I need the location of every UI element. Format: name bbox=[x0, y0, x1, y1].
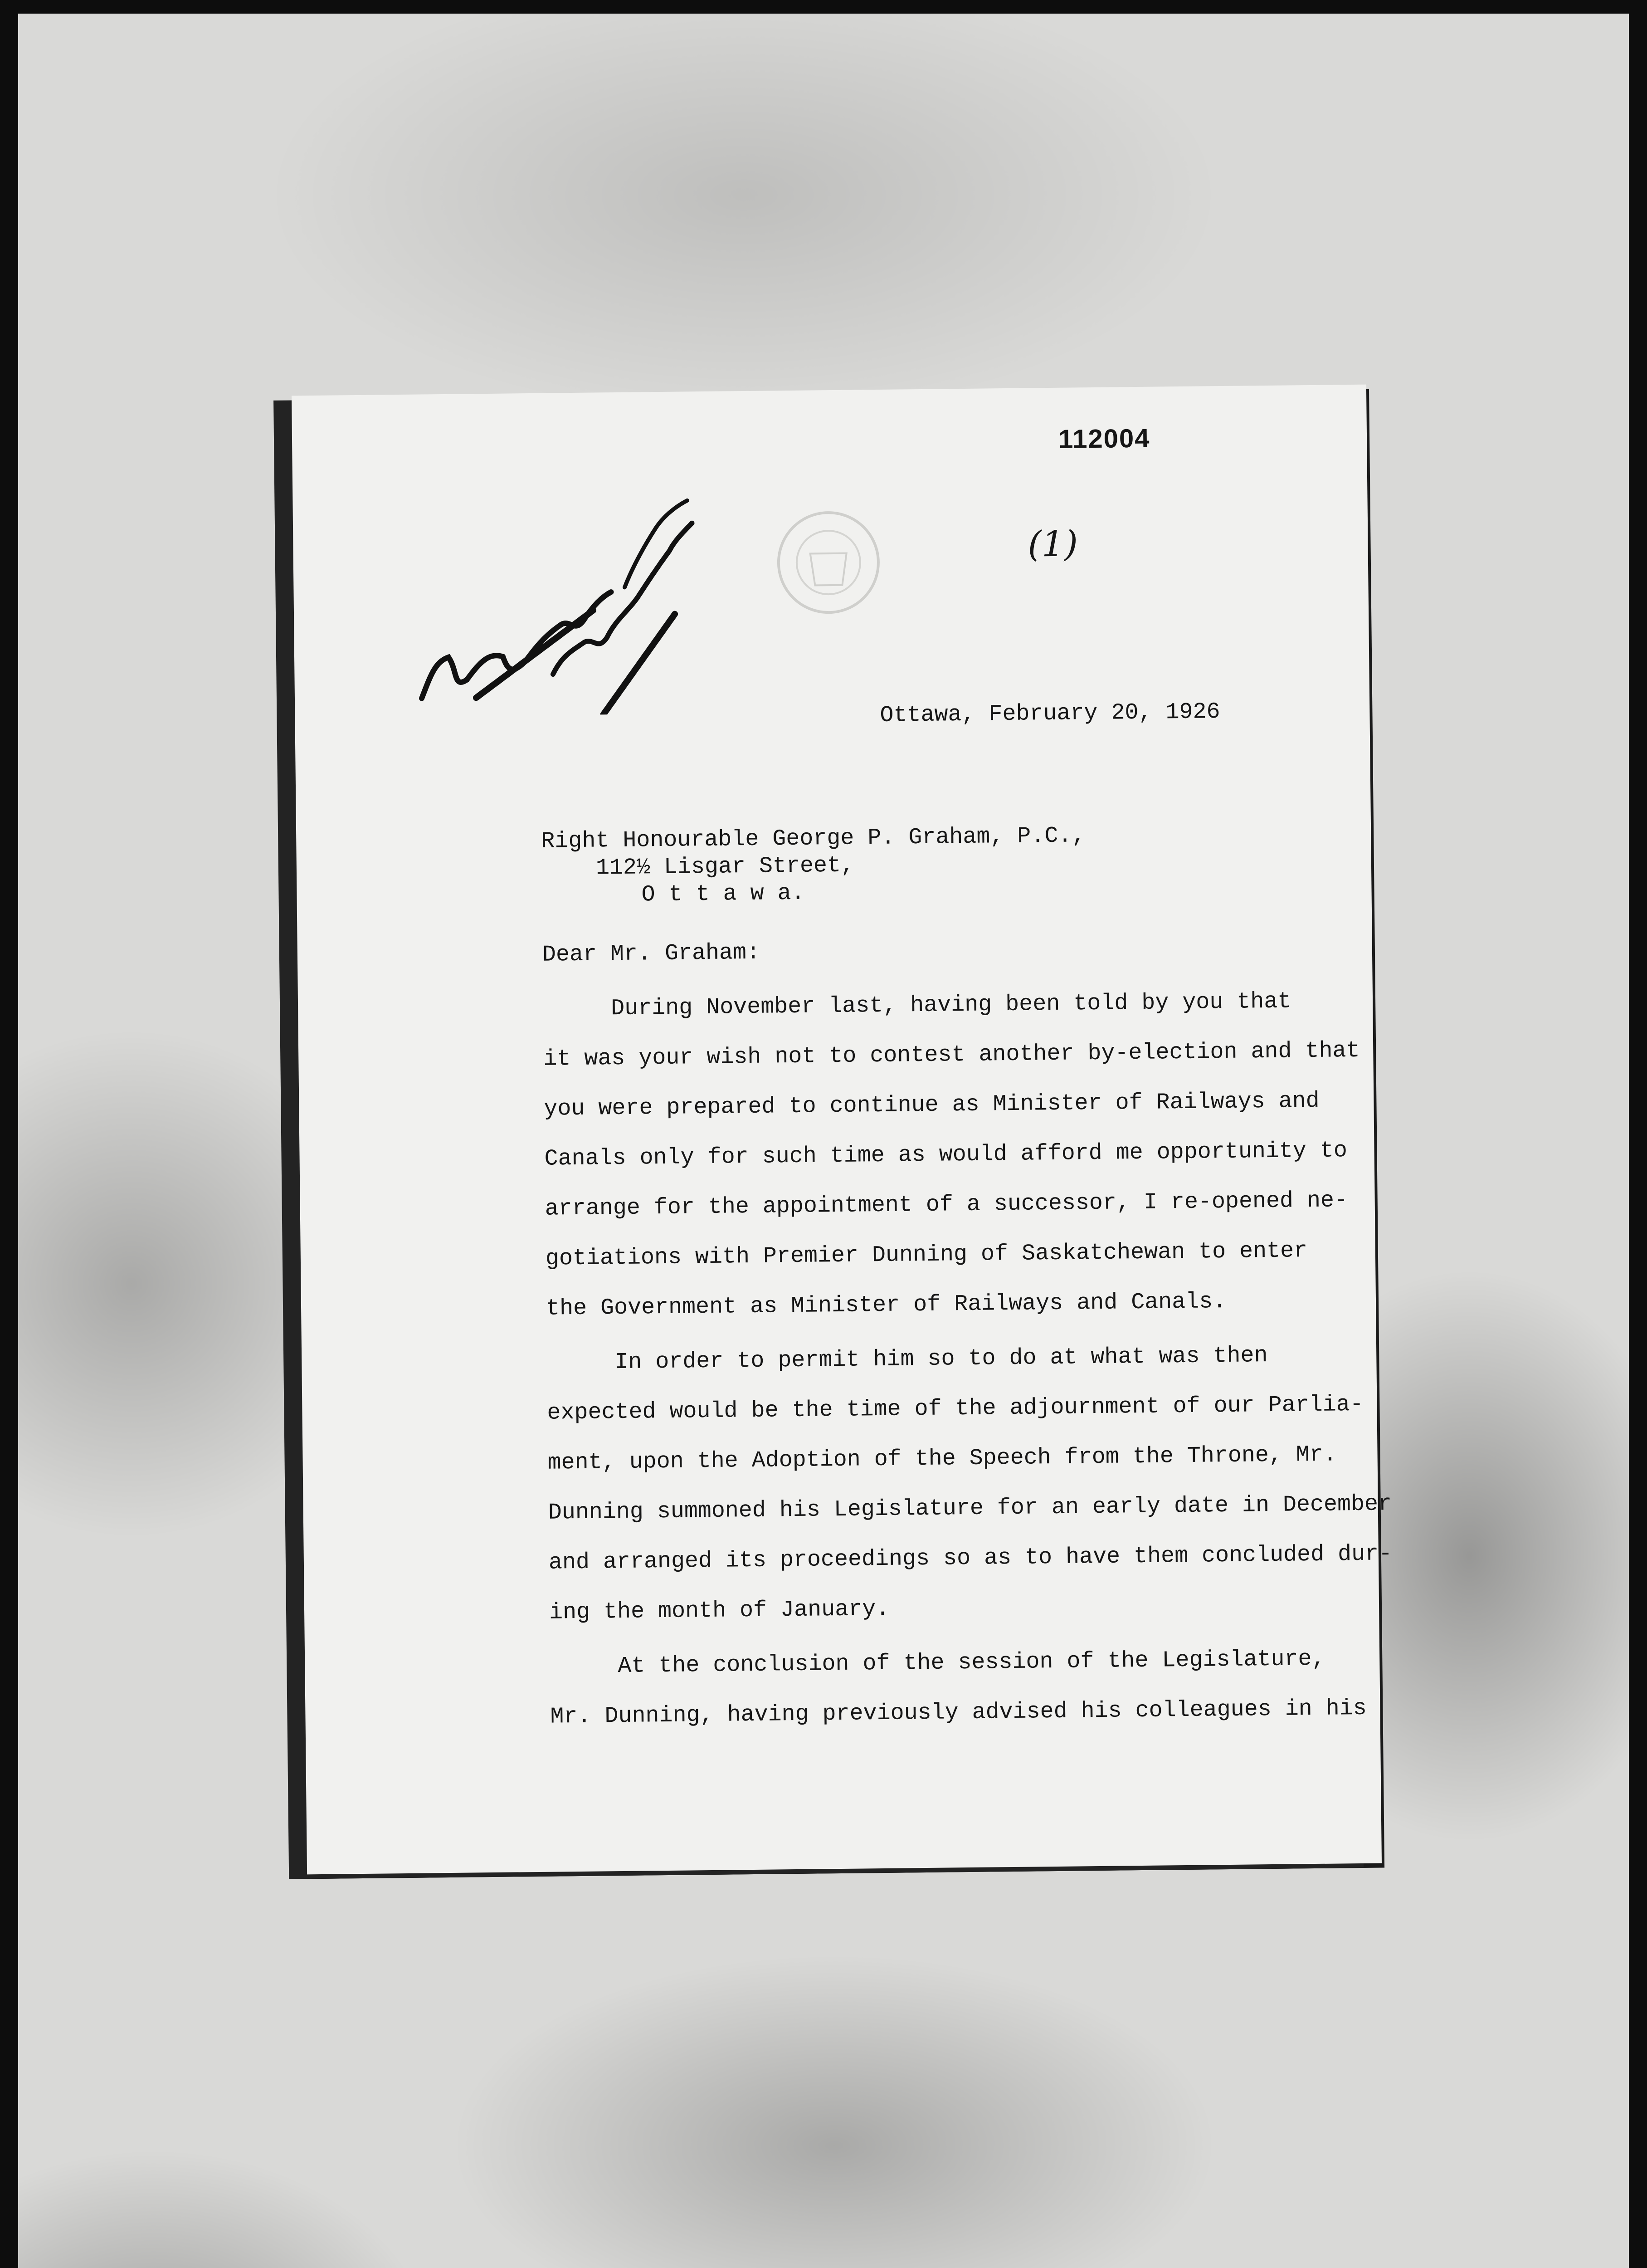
letter-page bbox=[292, 385, 1393, 1875]
embossed-seal bbox=[769, 503, 888, 622]
salutation: Dear Mr. Graham: bbox=[542, 939, 760, 968]
body-line: gotiations with Premier Dunning of Saskatchewan to enter bbox=[545, 1238, 1308, 1272]
document-number: 112004 bbox=[1058, 423, 1150, 454]
body-line: In order to permit him so to do at what was then bbox=[546, 1343, 1268, 1376]
body-line: At the conclusion of the session of the Legislature, bbox=[550, 1646, 1325, 1680]
body-line: and arranged its proceedings so as to have them concluded dur- bbox=[548, 1541, 1393, 1576]
body-line: expected would be the time of the adjournment of our Parlia- bbox=[547, 1391, 1364, 1426]
body-line: ing the month of January. bbox=[549, 1596, 890, 1626]
recipient-line: 112½ Lisgar Street, bbox=[595, 852, 855, 881]
body-line: you were prepared to continue as Minister of Railways and bbox=[544, 1088, 1320, 1122]
body-line: Dunning summoned his Legislature for an early date in December bbox=[548, 1491, 1392, 1526]
body-line: the Government as Minister of Railways and Canals. bbox=[546, 1289, 1227, 1322]
recipient-line: Right Honourable George P. Graham, P.C., bbox=[541, 823, 1086, 855]
handwritten-annotation bbox=[401, 459, 721, 717]
body-line: arrange for the appointment of a successor, I re-opened ne- bbox=[545, 1188, 1348, 1222]
recipient-line: O t t a w a. bbox=[641, 880, 805, 908]
body-line: ment, upon the Adoption of the Speech from the Throne, Mr. bbox=[547, 1442, 1337, 1476]
handwritten-page-mark: (1) bbox=[1028, 523, 1078, 565]
body-line: it was your wish not to contest another by-election and that bbox=[543, 1037, 1360, 1072]
body-line: Canals only for such time as would afford me opportunity to bbox=[544, 1138, 1348, 1172]
body-line: During November last, having been told by you that bbox=[542, 988, 1291, 1022]
body-line: Mr. Dunning, having previously advised his colleagues in his bbox=[550, 1695, 1367, 1730]
letter-date: Ottawa, February 20, 1926 bbox=[880, 699, 1220, 728]
